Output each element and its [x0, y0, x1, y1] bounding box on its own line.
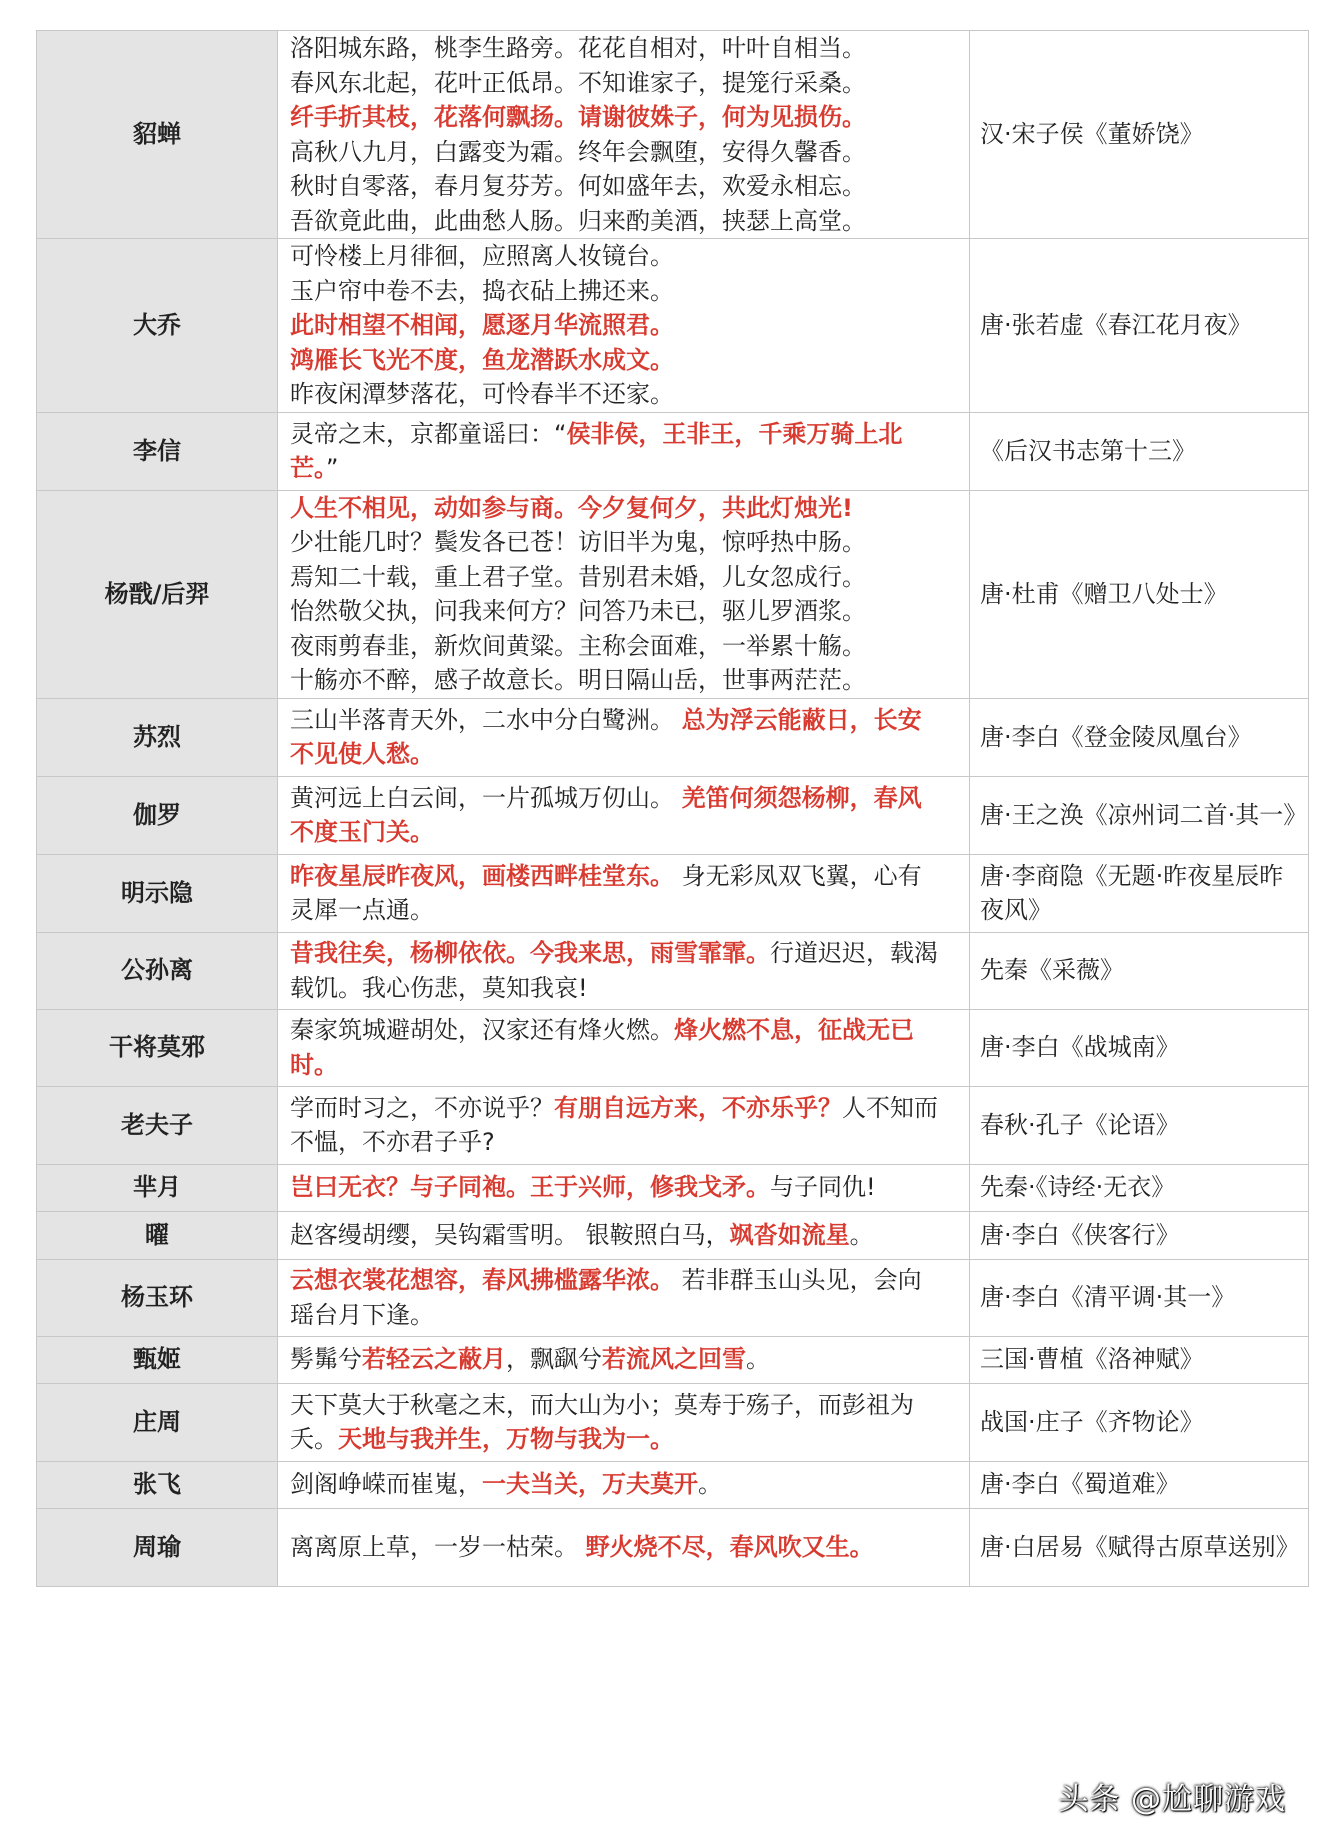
poem-line — [290, 737, 959, 772]
verse-text: 剑阁峥嵘而崔嵬， — [290, 1470, 482, 1499]
verse-text: 灵帝之末，京都童谣曰：“ — [290, 419, 567, 448]
highlighted-verse: 芒。 — [290, 454, 326, 482]
poem-line — [290, 1467, 959, 1502]
poem-source: 先秦·《诗经·无衣》 — [970, 1164, 1309, 1211]
poem-line — [290, 417, 959, 452]
highlighted-verse: 侯非侯，王非王，千乘万骑上北 — [566, 419, 903, 448]
poem-source: 唐·白居易《赋得古原草送别》 — [970, 1508, 1309, 1586]
verse-text: 学而时习之，不亦说乎？ — [290, 1093, 554, 1122]
highlighted-verse: 此时相望不相闻，愿逐月华流照君。 — [290, 311, 674, 339]
verse-text: 载饥。我心伤悲，莫知我哀! — [290, 973, 588, 1002]
verse-text: 焉知二十载，重上君子堂。昔别君未婚，儿女忽成行。 — [290, 562, 866, 591]
highlighted-verse: 有朋自远方来，不亦乐乎？ — [554, 1093, 842, 1122]
poem-text — [278, 1259, 970, 1336]
highlighted-verse: 昔我往矣，杨柳依依。今我来思，雨雪霏霏。 — [290, 939, 770, 967]
verse-text: 洛阳城东路，桃李生路旁。花花自相对，叶叶自相当。 — [290, 34, 866, 62]
poem-line — [290, 781, 959, 816]
poem-line — [290, 893, 959, 928]
verse-text: 髣髴兮 — [290, 1345, 362, 1374]
poem-text — [278, 1336, 970, 1383]
poem-line — [290, 1530, 959, 1565]
table-row — [37, 1508, 1309, 1586]
table-row — [37, 239, 1309, 413]
highlighted-verse: 岂曰无衣？与子同袍。王于兴师，修我戈矛。 — [290, 1173, 770, 1202]
table-row — [37, 412, 1309, 490]
character-name: 大乔 — [37, 239, 278, 413]
verse-text: 不愠，不亦君子乎? — [290, 1128, 495, 1156]
poem-line — [290, 971, 959, 1006]
poem-line — [290, 1298, 959, 1333]
character-name: 曜 — [37, 1211, 278, 1259]
character-name: 苏烈 — [37, 698, 278, 776]
poem-line — [290, 491, 959, 526]
poem-text — [278, 1461, 970, 1508]
character-name: 周瑜 — [37, 1508, 278, 1586]
poem-line — [290, 100, 959, 135]
verse-text: 怡然敬父执，问我来何方？问答乃未已，驱儿罗酒浆。 — [290, 597, 866, 625]
character-name: 明示隐 — [37, 854, 278, 932]
highlighted-verse: 不度玉门关。 — [290, 818, 434, 846]
table-row — [37, 698, 1309, 776]
table-row — [37, 1461, 1309, 1508]
character-name: 芈月 — [37, 1164, 278, 1211]
poem-line — [290, 1170, 959, 1205]
poem-source: 唐·李白《侠客行》 — [970, 1211, 1309, 1259]
poem-line — [290, 169, 959, 204]
character-name: 公孙离 — [37, 932, 278, 1009]
highlighted-verse: 纤手折其枝，花落何飘扬。请谢彼姝子，何为见损伤。 — [290, 103, 866, 131]
poem-line — [290, 1388, 959, 1423]
verse-text: 可怜楼上月徘徊，应照离人妆镜台。 — [290, 242, 674, 270]
poem-source: 唐·杜甫《赠卫八处士》 — [970, 490, 1309, 698]
highlighted-verse: 飒沓如流星 — [729, 1220, 850, 1249]
table-row — [37, 776, 1309, 854]
poem-source: 汉·宋子侯《董娇饶》 — [970, 31, 1309, 239]
poem-source: 唐·王之涣《凉州词二首·其一》 — [970, 776, 1309, 854]
poem-line — [290, 1125, 959, 1160]
highlighted-verse: 时。 — [290, 1050, 338, 1079]
verse-text: 夜雨剪春韭，新炊间黄粱。主称会面难，一举累十觞。 — [290, 631, 866, 660]
poem-text — [278, 490, 970, 698]
poem-line — [290, 343, 959, 378]
character-name: 李信 — [37, 412, 278, 490]
watermark: 头条 @尬聊游戏 — [1058, 1782, 1286, 1817]
verse-text: 春风东北起，花叶正低昂。不知谁家子，提笼行采桑。 — [290, 68, 866, 97]
poem-text — [278, 932, 970, 1009]
highlighted-verse: 不见使人愁。 — [290, 740, 434, 768]
verse-text: 夭。 — [290, 1425, 338, 1453]
poem-source: 唐·李白《战城南》 — [970, 1009, 1309, 1086]
verse-text: 身无彩凤双飞翼，心有 — [674, 861, 922, 890]
poem-source: 唐·张若虚《春江花月夜》 — [970, 239, 1309, 413]
poem-source: 《后汉书志第十三》 — [970, 412, 1309, 490]
poem-text — [278, 1164, 970, 1211]
poem-text — [278, 1086, 970, 1164]
character-name: 张飞 — [37, 1461, 278, 1508]
highlighted-verse: 鸿雁长飞光不度，鱼龙潜跃水成文。 — [290, 345, 674, 374]
poem-line — [290, 274, 959, 309]
poem-line — [290, 703, 959, 738]
poem-line — [290, 594, 959, 629]
poem-line — [290, 815, 959, 850]
table-row — [37, 1383, 1309, 1461]
poem-line — [290, 377, 959, 412]
poem-source: 先秦《采薇》 — [970, 932, 1309, 1009]
poem-text — [278, 239, 970, 413]
character-name: 老夫子 — [37, 1086, 278, 1164]
highlighted-verse: 一夫当关，万夫莫开 — [482, 1470, 698, 1499]
character-name: 貂蝉 — [37, 31, 278, 239]
poem-text — [278, 1009, 970, 1086]
poem-line — [290, 1218, 959, 1253]
poem-line — [290, 308, 959, 343]
poem-line — [290, 560, 959, 595]
verse-text: 。 — [698, 1470, 722, 1499]
poem-source: 战国·庄子《齐物论》 — [970, 1383, 1309, 1461]
poem-line — [290, 525, 959, 560]
verse-text: 三山半落青天外，二水中分白鹭洲。 — [290, 705, 682, 734]
verse-text: 若非群玉山头见，会向 — [674, 1266, 922, 1294]
highlighted-verse: 人生不相见，动如参与商。今夕复何夕，共此灯烛光! — [290, 493, 853, 522]
highlighted-verse: 羌笛何须怨杨柳，春风 — [681, 783, 922, 812]
highlighted-verse: 昨夜星辰昨夜风，画楼西畔桂堂东。 — [290, 861, 674, 890]
verse-text: 。 — [849, 1220, 874, 1249]
character-name: 干将莫邪 — [37, 1009, 278, 1086]
poem-line — [290, 1091, 959, 1126]
character-name: 甄姬 — [37, 1336, 278, 1383]
table-row — [37, 1259, 1309, 1336]
poem-line — [290, 1263, 959, 1298]
poem-source: 唐·李白《清平调·其一》 — [970, 1259, 1309, 1336]
highlighted-verse: 天地与我并生，万物与我为一。 — [338, 1425, 674, 1453]
verse-text: 十觞亦不醉，感子故意长。明日隔山岳，世事两茫茫。 — [290, 666, 866, 694]
poem-line — [290, 31, 959, 66]
poem-text — [278, 1211, 970, 1259]
poem-text — [278, 776, 970, 854]
verse-text: 赵客缦胡缨，吴钩霜雪明。 银鞍照白马， — [290, 1220, 730, 1249]
poem-source: 唐·李商隐《无题·昨夜星辰昨夜风》 — [970, 854, 1309, 932]
table-row — [37, 490, 1309, 698]
highlighted-verse: 若轻云之蔽月 — [362, 1345, 506, 1374]
poem-line — [290, 936, 959, 971]
highlighted-verse: 总为浮云能蔽日，长安 — [681, 705, 922, 734]
poem-text — [278, 1383, 970, 1461]
verse-text: 秦家筑城避胡处，汉家还有烽火燃。 — [290, 1016, 674, 1044]
poem-line — [290, 1013, 959, 1048]
poem-text — [278, 698, 970, 776]
verse-text: 玉户帘中卷不去，捣衣砧上拂还来。 — [290, 276, 674, 305]
verse-text: 瑶台月下逢。 — [290, 1300, 434, 1329]
poem-text — [278, 1508, 970, 1586]
verse-text: 天下莫大于秋毫之末，而大山为小；莫寿于殇子，而彭祖为 — [290, 1390, 914, 1419]
poem-text — [278, 412, 970, 490]
highlighted-verse: 云想衣裳花想容，春风拂槛露华浓。 — [290, 1266, 674, 1294]
poem-line — [290, 1342, 959, 1377]
verse-text: 少壮能几时？鬓发各已苍！访旧半为鬼，惊呼热中肠。 — [290, 528, 866, 556]
verse-text: 灵犀一点通。 — [290, 896, 434, 924]
poem-text — [278, 31, 970, 239]
verse-text: 人不知而 — [842, 1093, 938, 1122]
verse-text: 。 — [746, 1345, 770, 1374]
highlighted-verse: 若流风之回雪 — [602, 1345, 746, 1374]
poem-line — [290, 239, 959, 274]
verse-text: 昨夜闲潭梦落花，可怜春半不还家。 — [290, 380, 674, 408]
verse-text: 高秋八九月，白露变为霜。终年会飘堕，安得久馨香。 — [290, 137, 866, 166]
verse-text: ，飘飖兮 — [506, 1345, 602, 1374]
character-name: 庄周 — [37, 1383, 278, 1461]
table-row — [37, 1164, 1309, 1211]
poem-line — [290, 663, 959, 698]
table-row — [37, 854, 1309, 932]
highlighted-verse: 烽火燃不息，征战无已 — [674, 1016, 914, 1044]
verse-text: 行道迟迟，载渴 — [770, 939, 938, 967]
highlighted-verse: 野火烧不尽，春风吹又生。 — [585, 1532, 874, 1561]
verse-text: 秋时自零落，春月复芬芳。何如盛年去，欢爱永相忘。 — [290, 172, 866, 200]
poem-source: 唐·李白《蜀道难》 — [970, 1461, 1309, 1508]
poem-line — [290, 451, 959, 486]
poem-line — [290, 629, 959, 664]
poem-text — [278, 854, 970, 932]
character-name: 杨戬/后羿 — [37, 490, 278, 698]
poem-line — [290, 66, 959, 101]
poem-line — [290, 204, 959, 239]
verse-text: 黄河远上白云间，一片孤城万仞山。 — [290, 783, 682, 812]
verse-text: 与子同仇! — [770, 1173, 876, 1202]
verse-text: 吾欲竟此曲，此曲愁人肠。归来酌美酒，挟瑟上高堂。 — [290, 206, 866, 235]
poem-line — [290, 1048, 959, 1083]
table-row — [37, 932, 1309, 1009]
poem-table — [36, 30, 1309, 1587]
verse-text: 离离原上草，一岁一枯荣。 — [290, 1532, 586, 1561]
poem-source: 唐·李白《登金陵凤凰台》 — [970, 698, 1309, 776]
poem-source: 三国·曹植《洛神赋》 — [970, 1336, 1309, 1383]
poem-line — [290, 859, 959, 894]
poem-line — [290, 1422, 959, 1457]
table-row — [37, 1211, 1309, 1259]
table-row — [37, 1009, 1309, 1086]
character-name: 伽罗 — [37, 776, 278, 854]
table-row — [37, 1086, 1309, 1164]
table-row — [37, 1336, 1309, 1383]
poem-source: 春秋·孔子《论语》 — [970, 1086, 1309, 1164]
character-name: 杨玉环 — [37, 1259, 278, 1336]
poem-line — [290, 135, 959, 170]
table-row — [37, 31, 1309, 239]
verse-text: ” — [326, 454, 339, 482]
